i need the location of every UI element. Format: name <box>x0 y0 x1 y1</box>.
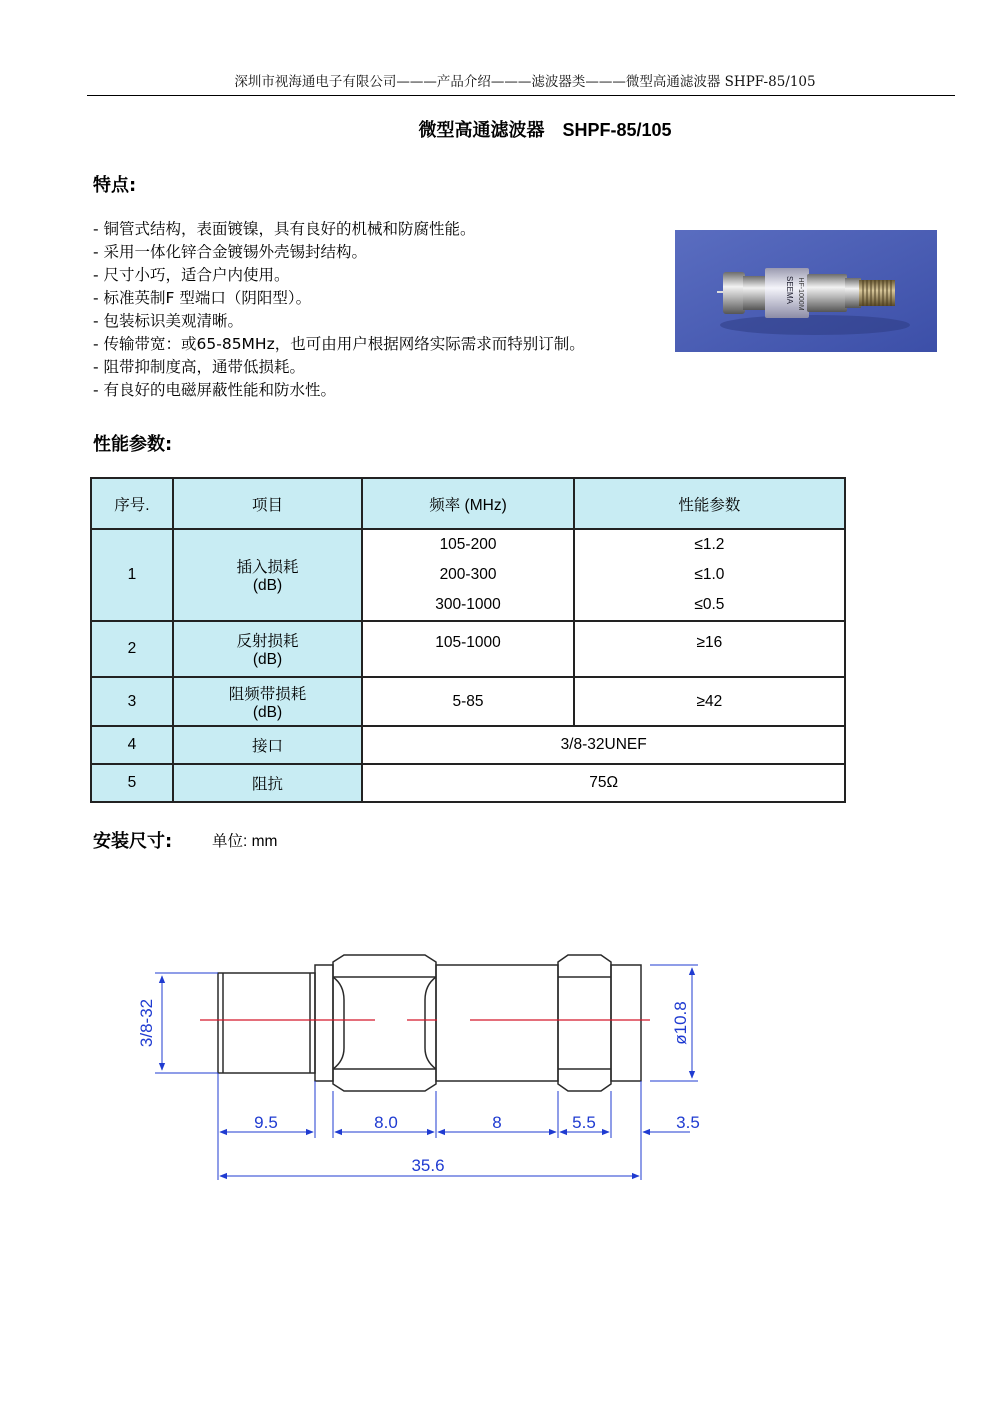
freq-value: 105-200 <box>439 536 497 553</box>
segment-label: 3.5 <box>676 1113 700 1132</box>
total-length-label: 35.6 <box>411 1156 445 1175</box>
table-header-row <box>91 478 845 529</box>
feature-item: - 铜管式结构，表面镀镍，具有良好的机械和防腐性能。 <box>93 220 476 238</box>
performance-table <box>90 477 846 803</box>
table-row <box>91 677 845 726</box>
feature-item: - 阻带抑制度高，通带低损耗。 <box>93 358 306 376</box>
merged-value: 75Ω <box>362 764 845 802</box>
row-no: 2 <box>91 621 173 677</box>
col-header-value: 性能参数 <box>574 478 845 529</box>
segment-label: 9.5 <box>254 1113 278 1132</box>
row-item-name: 插入损耗 <box>236 559 299 576</box>
row-item <box>173 529 362 621</box>
segment-label: 5.5 <box>572 1113 596 1132</box>
table-row <box>91 621 845 677</box>
row-item <box>173 621 362 677</box>
photo-label-sub: HF-1000M <box>797 277 804 311</box>
feature-item: - 传输带宽：或65-85MHz，也可由用户根据网络实际需求而特别订制。 <box>93 335 585 353</box>
param-value: ≤1.0 <box>694 566 725 583</box>
page-title <box>0 116 1000 142</box>
row-item-name: 反射损耗 <box>236 633 299 650</box>
row-item-unit: (dB) <box>252 703 283 721</box>
thread-label: 3/8-32 <box>137 998 156 1048</box>
row-value <box>574 529 845 621</box>
col-header-freq: 频率 (MHz) <box>362 478 573 529</box>
photo-label-text: SEEMA <box>785 275 794 305</box>
freq-value: 300-1000 <box>435 596 501 613</box>
dimensions-heading: 安装尺寸: <box>93 831 173 852</box>
freq-value: 5-85 <box>362 677 573 726</box>
page-header: 深圳市视海通电子有限公司———产品介绍———滤波器类———微型高通滤波器 SHPF-85/105 <box>234 74 816 90</box>
row-item-name: 阻抗 <box>173 764 362 802</box>
row-no: 5 <box>91 764 173 802</box>
connector-outline <box>218 955 641 1091</box>
merged-value: 3/8-32UNEF <box>362 726 845 764</box>
feature-item: - 尺寸小巧，适合户内使用。 <box>93 266 290 284</box>
freq-value: 105-1000 <box>362 621 573 677</box>
param-value: ≥42 <box>574 677 845 726</box>
title-model: SHPF-85/105 <box>562 120 672 140</box>
performance-heading: 性能参数: <box>93 434 173 455</box>
table-row <box>91 764 845 802</box>
table-row <box>91 726 845 764</box>
row-item-unit: (dB) <box>252 651 283 668</box>
segment-label: 8 <box>492 1113 502 1132</box>
diameter-label: ø10.8 <box>671 1001 690 1045</box>
features-heading: 特点: <box>93 175 137 196</box>
param-value: ≥16 <box>574 621 845 677</box>
header-divider <box>87 95 955 96</box>
feature-item: - 有良好的电磁屏蔽性能和防水性。 <box>93 381 337 399</box>
segment-label: 8.0 <box>374 1113 398 1132</box>
param-value: ≤1.2 <box>694 536 725 553</box>
col-header-item: 项目 <box>173 478 362 529</box>
row-no: 4 <box>91 726 173 764</box>
product-photo <box>675 230 937 352</box>
feature-item: - 包装标识美观清晰。 <box>93 312 244 330</box>
feature-item: - 采用一体化锌合金镀锡外壳锡封结构。 <box>93 243 368 261</box>
freq-value: 200-300 <box>439 566 497 583</box>
row-freq <box>362 529 573 621</box>
dimension-drawing <box>130 940 730 1200</box>
features-list <box>93 218 585 402</box>
row-item <box>173 677 362 726</box>
table-row <box>91 529 845 621</box>
feature-item: - 标准英制F 型端口（阴阳型）。 <box>93 289 312 307</box>
row-no: 1 <box>91 529 173 621</box>
row-item-name: 阻频带损耗 <box>228 685 307 703</box>
param-value: ≤0.5 <box>694 596 725 613</box>
dimensions-unit: 单位: mm <box>212 833 278 850</box>
row-item-unit: (dB) <box>252 577 283 594</box>
row-no: 3 <box>91 677 173 726</box>
col-header-no: 序号. <box>91 478 173 529</box>
title-name: 微型高通滤波器 <box>418 120 545 141</box>
row-item-name: 接口 <box>173 726 362 764</box>
